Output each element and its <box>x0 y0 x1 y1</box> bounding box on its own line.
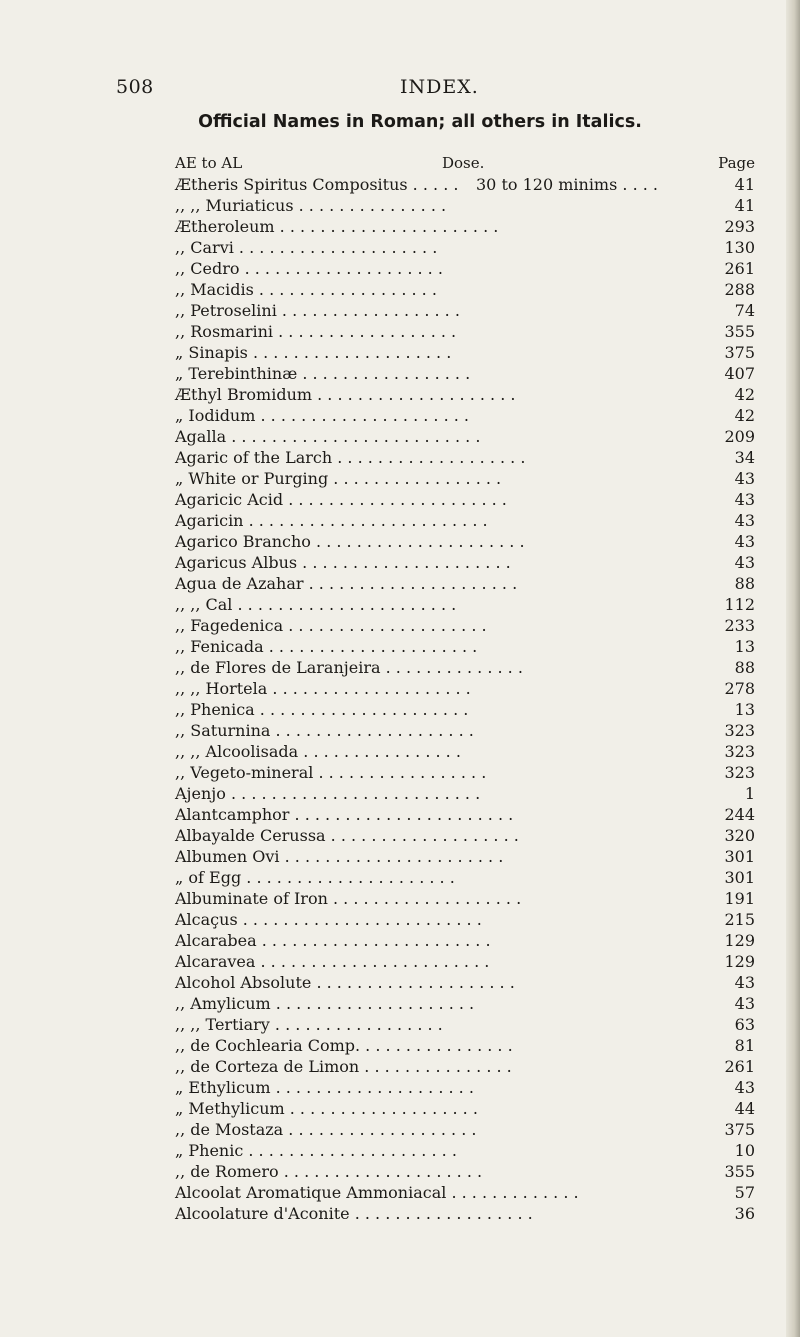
entry-name: ,, ,, Tertiary . . . . . . . . . . . . . . . . . <box>175 1015 443 1034</box>
entry-page: 88 <box>734 574 755 593</box>
entry-name: Alcoolat Aromatique Ammoniacal . . . . . . . . . . . . . <box>175 1183 579 1202</box>
entry-name: „ Methylicum . . . . . . . . . . . . . . . . . . . <box>175 1099 478 1118</box>
entry-name: ,, de Cochlearia Comp. . . . . . . . . . . . . . . . <box>175 1036 513 1055</box>
entry-page: 375 <box>724 343 755 362</box>
entry-page: 81 <box>734 1036 755 1055</box>
entry-page: 112 <box>724 595 755 614</box>
index-entry <box>175 552 755 573</box>
entry-name: ,, Saturnina . . . . . . . . . . . . . . . . . . . . <box>175 721 474 740</box>
index-entry <box>175 174 755 195</box>
entry-name: Agaric of the Larch . . . . . . . . . . . . . . . . . . . <box>175 448 526 467</box>
entry-name: ,, Macidis . . . . . . . . . . . . . . . . . . <box>175 280 437 299</box>
entry-name: Agaricin . . . . . . . . . . . . . . . . . . . . . . . . <box>175 511 488 530</box>
entry-page: 43 <box>734 511 755 530</box>
entry-name: Alcaravea . . . . . . . . . . . . . . . . . . . . . . . <box>175 952 490 971</box>
page-number: 508 <box>116 76 154 98</box>
index-entry <box>175 1077 755 1098</box>
index-entry <box>175 594 755 615</box>
index-entry <box>175 258 755 279</box>
entry-page: 36 <box>734 1204 755 1223</box>
index-entry <box>175 1140 755 1161</box>
entry-name: ,, ,, Alcoolisada . . . . . . . . . . . . . . . . <box>175 742 461 761</box>
index-entry <box>175 741 755 762</box>
entry-page: 43 <box>734 1078 755 1097</box>
entry-page: 288 <box>724 280 755 299</box>
entry-name: „ Terebinthinæ . . . . . . . . . . . . . . . . . <box>175 364 471 383</box>
entry-page: 41 <box>734 196 755 215</box>
entry-page: 215 <box>724 910 755 929</box>
entry-page: 375 <box>724 1120 755 1139</box>
entry-page: 10 <box>734 1141 755 1160</box>
index-entry <box>175 573 755 594</box>
index-entry <box>175 993 755 1014</box>
index-entry <box>175 1203 755 1224</box>
entry-name: ,, Carvi . . . . . . . . . . . . . . . . . . . . <box>175 238 438 257</box>
entry-name: ,, de Mostaza . . . . . . . . . . . . . . . . . . . <box>175 1120 477 1139</box>
running-head <box>0 76 800 100</box>
entry-name: Agaricic Acid . . . . . . . . . . . . . . . . . . . . . . <box>175 490 507 509</box>
index-entry <box>175 972 755 993</box>
entry-page: 129 <box>724 952 755 971</box>
entry-name: „ Sinapis . . . . . . . . . . . . . . . . . . . . <box>175 343 452 362</box>
entry-name: Alcoolature d'Aconite . . . . . . . . . . . . . . . . . . <box>175 1204 533 1223</box>
entry-name: ,, ,, Hortela . . . . . . . . . . . . . . . . . . . . <box>175 679 471 698</box>
index-entry <box>175 468 755 489</box>
entry-name: ,, Fagedenica . . . . . . . . . . . . . . . . . . . . <box>175 616 487 635</box>
entry-page: 129 <box>724 931 755 950</box>
entry-name: „ of Egg . . . . . . . . . . . . . . . . . . . . . <box>175 868 455 887</box>
index-entry <box>175 1035 755 1056</box>
entry-name: Agarico Brancho . . . . . . . . . . . . . . . . . . . . . <box>175 532 525 551</box>
entry-page: 44 <box>734 1099 755 1118</box>
entry-page: 88 <box>734 658 755 677</box>
entry-page: 323 <box>724 763 755 782</box>
index-headline: Official Names in Roman; all others in Italics. <box>198 112 642 132</box>
entry-page: 34 <box>734 448 755 467</box>
entry-page: 355 <box>724 1162 755 1181</box>
index-entry <box>175 657 755 678</box>
entry-page: 320 <box>724 826 755 845</box>
index-entry <box>175 279 755 300</box>
index-entry <box>175 783 755 804</box>
index-entry <box>175 384 755 405</box>
entry-name: Agalla . . . . . . . . . . . . . . . . . . . . . . . . . <box>175 427 481 446</box>
entry-page: 301 <box>724 847 755 866</box>
index-entry <box>175 636 755 657</box>
index-entry <box>175 1098 755 1119</box>
entry-name: „ Ethylicum . . . . . . . . . . . . . . . . . . . . <box>175 1078 474 1097</box>
entry-name: Ajenjo . . . . . . . . . . . . . . . . . . . . . . . . . <box>175 784 481 803</box>
entry-page: 293 <box>724 217 755 236</box>
entry-name: Alcohol Absolute . . . . . . . . . . . . . . . . . . . . <box>175 973 515 992</box>
index-entry <box>175 300 755 321</box>
entry-name: Agaricus Albus . . . . . . . . . . . . . . . . . . . . . <box>175 553 511 572</box>
entry-page: 191 <box>724 889 755 908</box>
index-entry <box>175 1119 755 1140</box>
entry-page: 130 <box>724 238 755 257</box>
entry-page: 233 <box>724 616 755 635</box>
index-entry <box>175 237 755 258</box>
index-entry <box>175 699 755 720</box>
entry-page: 41 <box>734 175 755 194</box>
entry-name: Æthyl Bromidum . . . . . . . . . . . . . . . . . . . . <box>175 385 516 404</box>
entry-name: ,, de Flores de Laranjeira . . . . . . . . . . . . . . <box>175 658 523 677</box>
index-entry <box>175 804 755 825</box>
index-entry <box>175 363 755 384</box>
page-edge-shadow <box>786 0 800 1337</box>
entry-page: 42 <box>734 406 755 425</box>
entry-page: 43 <box>734 532 755 551</box>
entry-name: Alcarabea . . . . . . . . . . . . . . . . . . . . . . . <box>175 931 491 950</box>
entry-name: ,, Vegeto-mineral . . . . . . . . . . . . . . . . . <box>175 763 487 782</box>
index-entry <box>175 1056 755 1077</box>
entry-name: „ Iodidum . . . . . . . . . . . . . . . . . . . . . <box>175 406 470 425</box>
entry-name: ,, Amylicum . . . . . . . . . . . . . . . . . . . . <box>175 994 475 1013</box>
index-entry <box>175 1161 755 1182</box>
index-entry <box>175 195 755 216</box>
entry-name: „ White or Purging . . . . . . . . . . . . . . . . . <box>175 469 502 488</box>
index-entry <box>175 216 755 237</box>
index-entry <box>175 1182 755 1203</box>
index-entry <box>175 867 755 888</box>
entry-page: 261 <box>724 1057 755 1076</box>
index-entry <box>175 846 755 867</box>
entry-page: 13 <box>734 700 755 719</box>
index-entry <box>175 342 755 363</box>
index-entry <box>175 930 755 951</box>
entry-page: 1 <box>744 784 755 803</box>
index-entry <box>175 426 755 447</box>
index-entry <box>175 1014 755 1035</box>
entry-page: 43 <box>734 994 755 1013</box>
entry-name: Alantcamphor . . . . . . . . . . . . . . . . . . . . . . <box>175 805 514 824</box>
index-entry <box>175 720 755 741</box>
entry-page: 43 <box>734 490 755 509</box>
entry-page: 42 <box>734 385 755 404</box>
entry-page: 278 <box>724 679 755 698</box>
entry-page: 57 <box>734 1183 755 1202</box>
entry-name: Ætheroleum . . . . . . . . . . . . . . . . . . . . . . <box>175 217 499 236</box>
entry-name: „ Phenic . . . . . . . . . . . . . . . . . . . . . <box>175 1141 457 1160</box>
entry-page: 43 <box>734 469 755 488</box>
entry-page: 13 <box>734 637 755 656</box>
column-header-dose: Dose. <box>442 154 485 172</box>
entry-page: 43 <box>734 553 755 572</box>
index-entry <box>175 951 755 972</box>
index-entry <box>175 531 755 552</box>
entry-page: 74 <box>734 301 755 320</box>
index-entry <box>175 447 755 468</box>
entry-name: ,, de Corteza de Limon . . . . . . . . . . . . . . . <box>175 1057 512 1076</box>
entry-page: 407 <box>724 364 755 383</box>
entry-page: 323 <box>724 721 755 740</box>
entry-page: 63 <box>734 1015 755 1034</box>
column-header-page: Page <box>718 154 755 172</box>
entry-name: ,, Petroselini . . . . . . . . . . . . . . . . . . <box>175 301 460 320</box>
entry-name: ,, de Romero . . . . . . . . . . . . . . . . . . . . <box>175 1162 483 1181</box>
column-header-range: AE to AL <box>175 154 243 172</box>
index-entry <box>175 909 755 930</box>
index-entries <box>175 174 755 1224</box>
index-entry <box>175 321 755 342</box>
entry-page: 323 <box>724 742 755 761</box>
entry-name: Albumen Ovi . . . . . . . . . . . . . . . . . . . . . . <box>175 847 504 866</box>
index-entry <box>175 762 755 783</box>
entry-dose: 30 to 120 minims . . . . <box>476 175 658 194</box>
entry-page: 261 <box>724 259 755 278</box>
index-entry <box>175 510 755 531</box>
index-entry <box>175 405 755 426</box>
entry-page: 355 <box>724 322 755 341</box>
entry-name: ,, Phenica . . . . . . . . . . . . . . . . . . . . . <box>175 700 469 719</box>
index-entry <box>175 615 755 636</box>
entry-page: 43 <box>734 973 755 992</box>
entry-page: 244 <box>724 805 755 824</box>
index-entry <box>175 825 755 846</box>
entry-page: 301 <box>724 868 755 887</box>
entry-name: Albayalde Cerussa . . . . . . . . . . . . . . . . . . . <box>175 826 519 845</box>
entry-name: Albuminate of Iron . . . . . . . . . . . . . . . . . . . <box>175 889 522 908</box>
running-title: INDEX. <box>400 76 479 98</box>
index-entry <box>175 489 755 510</box>
index-entry <box>175 678 755 699</box>
entry-name: ,, ,, Muriaticus . . . . . . . . . . . . . . . <box>175 196 447 215</box>
entry-name: Agua de Azahar . . . . . . . . . . . . . . . . . . . . . <box>175 574 518 593</box>
entry-name: ,, ,, Cal . . . . . . . . . . . . . . . . . . . . . . <box>175 595 457 614</box>
entry-name: Alcaçus . . . . . . . . . . . . . . . . . . . . . . . . <box>175 910 482 929</box>
entry-page: 209 <box>724 427 755 446</box>
entry-name: Ætheris Spiritus Compositus . . . . . <box>175 175 459 194</box>
entry-name: ,, Cedro . . . . . . . . . . . . . . . . . . . . <box>175 259 443 278</box>
entry-name: ,, Fenicada . . . . . . . . . . . . . . . . . . . . . <box>175 637 478 656</box>
entry-name: ,, Rosmarini . . . . . . . . . . . . . . . . . . <box>175 322 457 341</box>
column-headers <box>175 154 755 174</box>
index-entry <box>175 888 755 909</box>
